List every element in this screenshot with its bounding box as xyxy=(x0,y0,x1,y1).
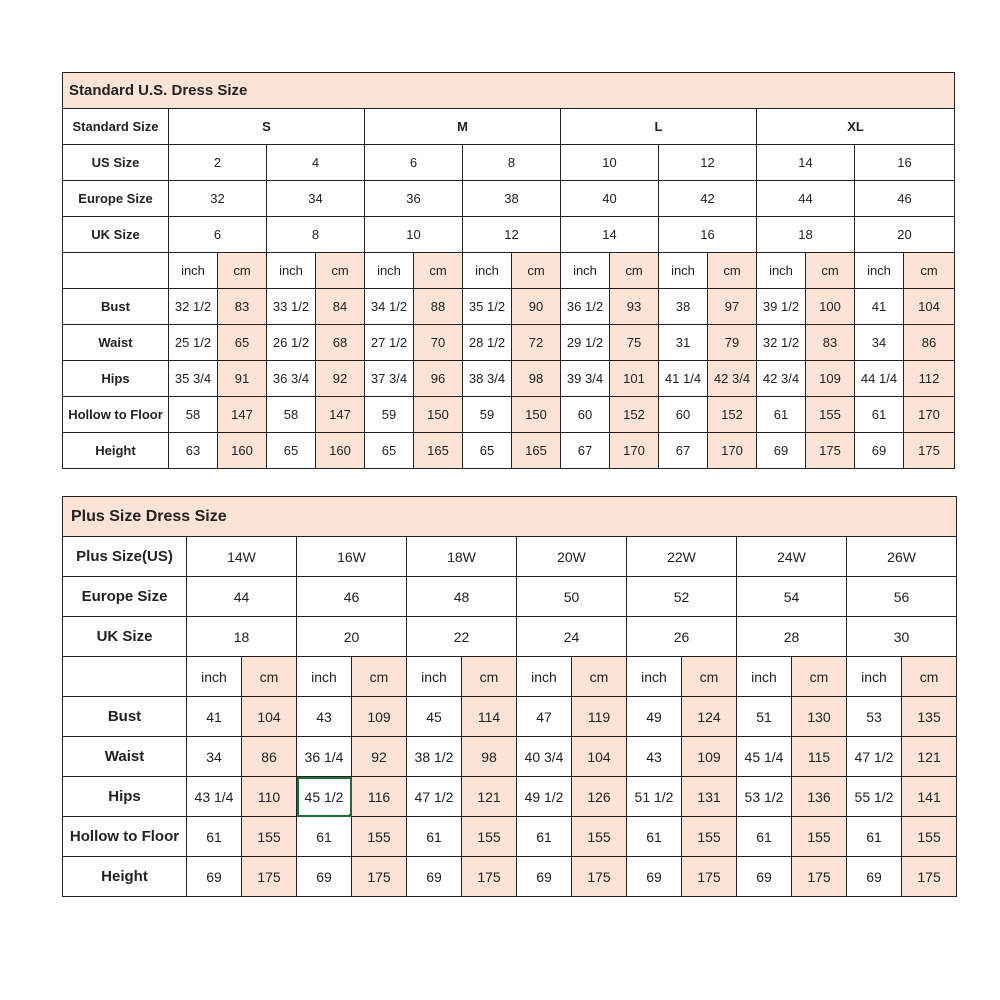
cm-value-cell[interactable]: 83 xyxy=(806,325,855,361)
measurement-row xyxy=(63,289,955,325)
cm-value-cell[interactable]: 141 xyxy=(902,777,957,817)
inch-value-cell[interactable]: 36 3/4 xyxy=(267,361,316,397)
inch-value-cell[interactable]: 34 xyxy=(855,325,904,361)
cm-value-cell[interactable]: 155 xyxy=(242,817,297,857)
inch-value-cell[interactable]: 38 3/4 xyxy=(463,361,512,397)
cm-value-cell[interactable]: 136 xyxy=(792,777,847,817)
cm-value-cell[interactable]: 152 xyxy=(708,397,757,433)
cm-value-cell[interactable]: 150 xyxy=(512,397,561,433)
size-cell[interactable]: 42 xyxy=(659,181,757,217)
inch-value-cell[interactable]: 69 xyxy=(517,857,572,897)
unit-inch-header: inch xyxy=(517,657,572,697)
inch-value-cell[interactable]: 60 xyxy=(659,397,708,433)
inch-value-cell[interactable]: 61 xyxy=(855,397,904,433)
cm-value-cell[interactable]: 109 xyxy=(806,361,855,397)
size-cell[interactable]: 22W xyxy=(627,537,737,577)
size-cell[interactable]: 14 xyxy=(561,217,659,253)
row-label: Height xyxy=(63,857,187,897)
inch-value-cell[interactable]: 59 xyxy=(463,397,512,433)
size-cell[interactable]: 18W xyxy=(407,537,517,577)
row-label: US Size xyxy=(63,145,169,181)
cm-value-cell[interactable]: 72 xyxy=(512,325,561,361)
size-cell[interactable]: 40 xyxy=(561,181,659,217)
inch-value-cell[interactable]: 35 3/4 xyxy=(169,361,218,397)
size-row xyxy=(63,577,957,617)
inch-value-cell[interactable]: 43 1/4 xyxy=(187,777,242,817)
row-label: Height xyxy=(63,433,169,469)
measurement-row xyxy=(63,777,957,817)
cm-value-cell[interactable]: 155 xyxy=(792,817,847,857)
cm-value-cell[interactable]: 175 xyxy=(682,857,737,897)
cm-value-cell[interactable]: 175 xyxy=(462,857,517,897)
unit-inch-header: inch xyxy=(561,253,610,289)
inch-value-cell[interactable]: 55 1/2 xyxy=(847,777,902,817)
row-label: Waist xyxy=(63,737,187,777)
size-cell[interactable]: 26W xyxy=(847,537,957,577)
cm-value-cell[interactable]: 155 xyxy=(806,397,855,433)
unit-inch-header: inch xyxy=(187,657,242,697)
cm-value-cell[interactable]: 86 xyxy=(904,325,955,361)
row-label: Hips xyxy=(63,361,169,397)
cm-value-cell[interactable]: 175 xyxy=(904,433,955,469)
row-label: Plus Size(US) xyxy=(63,537,187,577)
cm-value-cell[interactable]: 70 xyxy=(414,325,463,361)
cm-value-cell[interactable]: 116 xyxy=(352,777,407,817)
inch-value-cell[interactable]: 47 xyxy=(517,697,572,737)
cm-value-cell[interactable]: 147 xyxy=(218,397,267,433)
row-label: UK Size xyxy=(63,617,187,657)
inch-value-cell[interactable]: 41 xyxy=(855,289,904,325)
inch-value-cell[interactable]: 60 xyxy=(561,397,610,433)
inch-value-cell[interactable]: 41 xyxy=(187,697,242,737)
cm-value-cell[interactable]: 130 xyxy=(792,697,847,737)
unit-inch-header: inch xyxy=(407,657,462,697)
inch-value-cell[interactable]: 34 xyxy=(187,737,242,777)
measurement-row xyxy=(63,857,957,897)
cm-value-cell[interactable]: 86 xyxy=(242,737,297,777)
unit-cm-header: cm xyxy=(218,253,267,289)
cm-value-cell[interactable]: 90 xyxy=(512,289,561,325)
cm-value-cell[interactable]: 124 xyxy=(682,697,737,737)
inch-value-cell[interactable]: 38 1/2 xyxy=(407,737,462,777)
size-row xyxy=(63,181,955,217)
inch-value-cell[interactable]: 63 xyxy=(169,433,218,469)
size-cell[interactable]: 6 xyxy=(169,217,267,253)
cm-value-cell[interactable]: 121 xyxy=(902,737,957,777)
cm-value-cell[interactable]: 152 xyxy=(610,397,659,433)
cm-value-cell[interactable]: 112 xyxy=(904,361,955,397)
cm-value-cell[interactable]: 155 xyxy=(572,817,627,857)
inch-value-cell[interactable]: 61 xyxy=(627,817,682,857)
unit-inch-header: inch xyxy=(463,253,512,289)
size-cell[interactable]: 38 xyxy=(463,181,561,217)
size-cell[interactable]: 14 xyxy=(757,145,855,181)
size-cell[interactable]: 20W xyxy=(517,537,627,577)
inch-value-cell[interactable]: 49 1/2 xyxy=(517,777,572,817)
unit-cm-header: cm xyxy=(242,657,297,697)
size-cell[interactable]: 28 xyxy=(737,617,847,657)
inch-value-cell[interactable]: 26 1/2 xyxy=(267,325,316,361)
size-cell[interactable]: 8 xyxy=(463,145,561,181)
size-row xyxy=(63,537,957,577)
inch-value-cell[interactable]: 69 xyxy=(297,857,352,897)
row-label: Waist xyxy=(63,325,169,361)
size-cell[interactable]: 52 xyxy=(627,577,737,617)
row-label: UK Size xyxy=(63,217,169,253)
unit-cm-header: cm xyxy=(610,253,659,289)
cm-value-cell[interactable]: 150 xyxy=(414,397,463,433)
size-cell[interactable]: 6 xyxy=(365,145,463,181)
size-cell[interactable]: 2 xyxy=(169,145,267,181)
inch-value-cell[interactable]: 69 xyxy=(855,433,904,469)
inch-value-cell[interactable]: 29 1/2 xyxy=(561,325,610,361)
size-group-header: XL xyxy=(757,109,955,145)
unit-inch-header: inch xyxy=(737,657,792,697)
size-group-header: S xyxy=(169,109,365,145)
unit-row-label xyxy=(63,657,187,697)
inch-value-cell[interactable]: 37 3/4 xyxy=(365,361,414,397)
cm-value-cell[interactable]: 96 xyxy=(414,361,463,397)
inch-value-cell[interactable]: 39 1/2 xyxy=(757,289,806,325)
unit-inch-header: inch xyxy=(169,253,218,289)
cm-value-cell[interactable]: 126 xyxy=(572,777,627,817)
cm-value-cell[interactable]: 175 xyxy=(352,857,407,897)
unit-cm-header: cm xyxy=(316,253,365,289)
size-cell[interactable]: 22 xyxy=(407,617,517,657)
inch-value-cell[interactable]: 45 1/4 xyxy=(737,737,792,777)
unit-cm-header: cm xyxy=(708,253,757,289)
measurement-row xyxy=(63,361,955,397)
inch-value-cell[interactable]: 61 xyxy=(407,817,462,857)
unit-cm-header: cm xyxy=(806,253,855,289)
cm-value-cell[interactable]: 110 xyxy=(242,777,297,817)
unit-inch-header: inch xyxy=(847,657,902,697)
cm-value-cell[interactable]: 175 xyxy=(792,857,847,897)
inch-value-cell[interactable]: 65 xyxy=(365,433,414,469)
plus-size-table xyxy=(62,496,957,897)
inch-value-cell[interactable]: 49 xyxy=(627,697,682,737)
size-cell[interactable]: 54 xyxy=(737,577,847,617)
size-cell[interactable]: 20 xyxy=(297,617,407,657)
cm-value-cell[interactable]: 42 3/4 xyxy=(708,361,757,397)
selected-cell[interactable]: 45 1/2 xyxy=(297,777,352,817)
cm-value-cell[interactable]: 92 xyxy=(316,361,365,397)
cm-value-cell[interactable]: 68 xyxy=(316,325,365,361)
inch-value-cell[interactable]: 67 xyxy=(659,433,708,469)
inch-value-cell[interactable]: 40 3/4 xyxy=(517,737,572,777)
size-cell[interactable]: 16W xyxy=(297,537,407,577)
cm-value-cell[interactable]: 160 xyxy=(316,433,365,469)
row-label: Hollow to Floor xyxy=(63,397,169,433)
measurement-row xyxy=(63,325,955,361)
row-label: Hips xyxy=(63,777,187,817)
cm-value-cell[interactable]: 135 xyxy=(902,697,957,737)
size-cell[interactable]: 44 xyxy=(757,181,855,217)
size-cell[interactable]: 26 xyxy=(627,617,737,657)
measurement-row xyxy=(63,433,955,469)
inch-value-cell[interactable]: 44 1/4 xyxy=(855,361,904,397)
inch-value-cell[interactable]: 47 1/2 xyxy=(407,777,462,817)
cm-value-cell[interactable]: 92 xyxy=(352,737,407,777)
cm-value-cell[interactable]: 100 xyxy=(806,289,855,325)
inch-value-cell[interactable]: 34 1/2 xyxy=(365,289,414,325)
cm-value-cell[interactable]: 155 xyxy=(462,817,517,857)
size-cell[interactable]: 16 xyxy=(855,145,955,181)
unit-inch-header: inch xyxy=(627,657,682,697)
inch-value-cell[interactable]: 51 xyxy=(737,697,792,737)
size-cell[interactable]: 10 xyxy=(561,145,659,181)
unit-cm-header: cm xyxy=(682,657,737,697)
measurement-row xyxy=(63,697,957,737)
row-label: Bust xyxy=(63,289,169,325)
cm-value-cell[interactable]: 115 xyxy=(792,737,847,777)
inch-value-cell[interactable]: 25 1/2 xyxy=(169,325,218,361)
cm-value-cell[interactable]: 165 xyxy=(512,433,561,469)
size-cell[interactable]: 12 xyxy=(659,145,757,181)
inch-value-cell[interactable]: 36 1/4 xyxy=(297,737,352,777)
cm-value-cell[interactable]: 160 xyxy=(218,433,267,469)
cm-value-cell[interactable]: 131 xyxy=(682,777,737,817)
inch-value-cell[interactable]: 61 xyxy=(187,817,242,857)
cm-value-cell[interactable]: 101 xyxy=(610,361,659,397)
size-cell[interactable]: 46 xyxy=(855,181,955,217)
size-group-header: L xyxy=(561,109,757,145)
cm-value-cell[interactable]: 65 xyxy=(218,325,267,361)
cm-value-cell[interactable]: 104 xyxy=(572,737,627,777)
unit-cm-header: cm xyxy=(792,657,847,697)
inch-value-cell[interactable]: 59 xyxy=(365,397,414,433)
cm-value-cell[interactable]: 155 xyxy=(902,817,957,857)
unit-inch-header: inch xyxy=(659,253,708,289)
inch-value-cell[interactable]: 61 xyxy=(737,817,792,857)
unit-cm-header: cm xyxy=(512,253,561,289)
row-label: Bust xyxy=(63,697,187,737)
inch-value-cell[interactable]: 45 xyxy=(407,697,462,737)
inch-value-cell[interactable]: 58 xyxy=(169,397,218,433)
size-cell[interactable]: 12 xyxy=(463,217,561,253)
inch-value-cell[interactable]: 69 xyxy=(737,857,792,897)
inch-value-cell[interactable]: 36 1/2 xyxy=(561,289,610,325)
cm-value-cell[interactable]: 79 xyxy=(708,325,757,361)
size-cell[interactable]: 50 xyxy=(517,577,627,617)
size-row xyxy=(63,617,957,657)
cm-value-cell[interactable]: 109 xyxy=(682,737,737,777)
size-cell[interactable]: 24 xyxy=(517,617,627,657)
cm-value-cell[interactable]: 175 xyxy=(902,857,957,897)
inch-value-cell[interactable]: 35 1/2 xyxy=(463,289,512,325)
cm-value-cell[interactable]: 104 xyxy=(242,697,297,737)
inch-value-cell[interactable]: 39 3/4 xyxy=(561,361,610,397)
inch-value-cell[interactable]: 38 xyxy=(659,289,708,325)
inch-value-cell[interactable]: 33 1/2 xyxy=(267,289,316,325)
row-label: Europe Size xyxy=(63,577,187,617)
cm-value-cell[interactable]: 175 xyxy=(242,857,297,897)
unit-row-label xyxy=(63,253,169,289)
row-label: Hollow to Floor xyxy=(63,817,187,857)
cm-value-cell[interactable]: 75 xyxy=(610,325,659,361)
cm-value-cell[interactable]: 155 xyxy=(682,817,737,857)
inch-value-cell[interactable]: 43 xyxy=(627,737,682,777)
size-cell[interactable]: 34 xyxy=(267,181,365,217)
inch-value-cell[interactable]: 27 1/2 xyxy=(365,325,414,361)
unit-cm-header: cm xyxy=(352,657,407,697)
inch-value-cell[interactable]: 65 xyxy=(267,433,316,469)
inch-value-cell[interactable]: 69 xyxy=(627,857,682,897)
inch-value-cell[interactable]: 42 3/4 xyxy=(757,361,806,397)
size-cell[interactable]: 10 xyxy=(365,217,463,253)
inch-value-cell[interactable]: 28 1/2 xyxy=(463,325,512,361)
unit-inch-header: inch xyxy=(365,253,414,289)
size-row xyxy=(63,217,955,253)
cm-value-cell[interactable]: 88 xyxy=(414,289,463,325)
inch-value-cell[interactable]: 51 1/2 xyxy=(627,777,682,817)
inch-value-cell[interactable]: 61 xyxy=(757,397,806,433)
cm-value-cell[interactable]: 104 xyxy=(904,289,955,325)
size-cell[interactable]: 44 xyxy=(187,577,297,617)
cm-value-cell[interactable]: 170 xyxy=(610,433,659,469)
cm-value-cell[interactable]: 98 xyxy=(462,737,517,777)
cm-value-cell[interactable]: 93 xyxy=(610,289,659,325)
inch-value-cell[interactable]: 53 1/2 xyxy=(737,777,792,817)
cm-value-cell[interactable]: 175 xyxy=(806,433,855,469)
size-cell[interactable]: 14W xyxy=(187,537,297,577)
cm-value-cell[interactable]: 84 xyxy=(316,289,365,325)
cm-value-cell[interactable]: 170 xyxy=(904,397,955,433)
size-cell[interactable]: 20 xyxy=(855,217,955,253)
inch-value-cell[interactable]: 61 xyxy=(847,817,902,857)
unit-cm-header: cm xyxy=(462,657,517,697)
unit-inch-header: inch xyxy=(757,253,806,289)
size-cell[interactable]: 48 xyxy=(407,577,517,617)
size-cell[interactable]: 56 xyxy=(847,577,957,617)
inch-value-cell[interactable]: 43 xyxy=(297,697,352,737)
size-cell[interactable]: 4 xyxy=(267,145,365,181)
cm-value-cell[interactable]: 170 xyxy=(708,433,757,469)
measurement-row xyxy=(63,737,957,777)
inch-value-cell[interactable]: 65 xyxy=(463,433,512,469)
inch-value-cell[interactable]: 61 xyxy=(297,817,352,857)
size-cell[interactable]: 32 xyxy=(169,181,267,217)
cm-value-cell[interactable]: 98 xyxy=(512,361,561,397)
size-row xyxy=(63,145,955,181)
cm-value-cell[interactable]: 109 xyxy=(352,697,407,737)
inch-value-cell[interactable]: 32 1/2 xyxy=(169,289,218,325)
inch-value-cell[interactable]: 47 1/2 xyxy=(847,737,902,777)
size-cell[interactable]: 16 xyxy=(659,217,757,253)
unit-cm-header: cm xyxy=(902,657,957,697)
unit-cm-header: cm xyxy=(572,657,627,697)
measurement-row xyxy=(63,397,955,433)
measurement-row xyxy=(63,817,957,857)
unit-inch-header: inch xyxy=(267,253,316,289)
cm-value-cell[interactable]: 97 xyxy=(708,289,757,325)
size-cell[interactable]: 30 xyxy=(847,617,957,657)
size-cell[interactable]: 36 xyxy=(365,181,463,217)
inch-value-cell[interactable]: 67 xyxy=(561,433,610,469)
unit-inch-header: inch xyxy=(855,253,904,289)
inch-value-cell[interactable]: 69 xyxy=(847,857,902,897)
cm-value-cell[interactable]: 119 xyxy=(572,697,627,737)
cm-value-cell[interactable]: 91 xyxy=(218,361,267,397)
inch-value-cell[interactable]: 31 xyxy=(659,325,708,361)
size-cell[interactable]: 18 xyxy=(757,217,855,253)
size-cell[interactable]: 18 xyxy=(187,617,297,657)
cm-value-cell[interactable]: 83 xyxy=(218,289,267,325)
size-cell[interactable]: 24W xyxy=(737,537,847,577)
standard-size-label: Standard Size xyxy=(63,109,169,145)
cm-value-cell[interactable]: 155 xyxy=(352,817,407,857)
inch-value-cell[interactable]: 41 1/4 xyxy=(659,361,708,397)
standard-table-title: Standard U.S. Dress Size xyxy=(63,73,955,109)
plus-table-title: Plus Size Dress Size xyxy=(63,497,957,537)
unit-cm-header: cm xyxy=(414,253,463,289)
inch-value-cell[interactable]: 69 xyxy=(407,857,462,897)
cm-value-cell[interactable]: 147 xyxy=(316,397,365,433)
cm-value-cell[interactable]: 114 xyxy=(462,697,517,737)
inch-value-cell[interactable]: 53 xyxy=(847,697,902,737)
standard-size-table xyxy=(62,72,955,469)
inch-value-cell[interactable]: 61 xyxy=(517,817,572,857)
inch-value-cell[interactable]: 32 1/2 xyxy=(757,325,806,361)
inch-value-cell[interactable]: 69 xyxy=(187,857,242,897)
row-label: Europe Size xyxy=(63,181,169,217)
cm-value-cell[interactable]: 165 xyxy=(414,433,463,469)
cm-value-cell[interactable]: 121 xyxy=(462,777,517,817)
size-group-header: M xyxy=(365,109,561,145)
inch-value-cell[interactable]: 69 xyxy=(757,433,806,469)
inch-value-cell[interactable]: 58 xyxy=(267,397,316,433)
cm-value-cell[interactable]: 175 xyxy=(572,857,627,897)
unit-inch-header: inch xyxy=(297,657,352,697)
size-cell[interactable]: 46 xyxy=(297,577,407,617)
unit-cm-header: cm xyxy=(904,253,955,289)
size-cell[interactable]: 8 xyxy=(267,217,365,253)
